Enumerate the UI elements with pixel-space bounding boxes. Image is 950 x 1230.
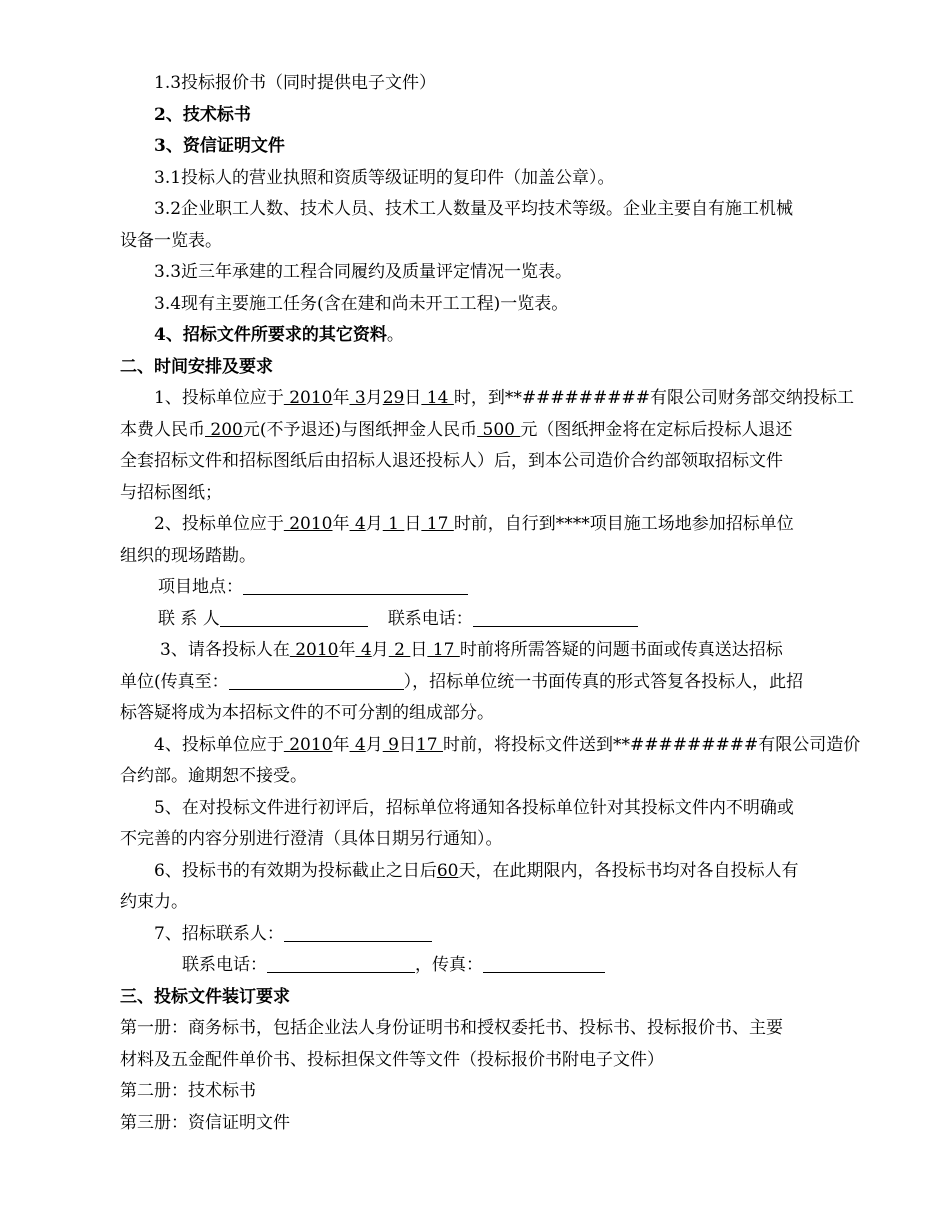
- item-3-4: [120, 289, 860, 321]
- p4-a: 4、投标单位应于: [154, 734, 284, 755]
- item-3-1: [120, 163, 860, 195]
- p1-hour: 14: [421, 388, 454, 408]
- tender-phone-blank: [267, 952, 415, 973]
- phone-blank: [473, 606, 638, 627]
- p2-month: 4: [349, 514, 366, 534]
- volume-3: [120, 1108, 860, 1140]
- section-2-title: [120, 352, 860, 384]
- p5-line1: [120, 793, 860, 825]
- p4-line2: [120, 761, 860, 793]
- p1-day: 29: [382, 388, 405, 408]
- p3-line3-text: 标答疑将成为本招标文件的不可分割的组成部分。: [120, 703, 494, 723]
- p4-year: 2010: [283, 734, 333, 755]
- p2-day: 1: [382, 514, 405, 534]
- p1-a: 1、投标单位应于: [154, 388, 284, 408]
- document-body: [120, 68, 860, 1139]
- section-2-title-text: 二、时间安排及要求: [120, 356, 273, 377]
- project-location-line: [120, 572, 860, 604]
- p4-yue: 月: [365, 734, 383, 755]
- item-1-3-text: 1.3投标报价书（同时提供电子文件）: [154, 73, 437, 93]
- p3-nian: 年: [338, 640, 356, 660]
- p6-a: 6、投标书的有效期为投标截止之日后: [154, 860, 437, 881]
- p4-line2-text: 合约部。逾期恕不接受。: [120, 766, 307, 786]
- p6-days: 60: [436, 860, 459, 881]
- item-3-2-line1: [120, 194, 860, 226]
- volume-1-line2: [120, 1045, 860, 1077]
- volume-2-text: 第二册：技术标书: [120, 1081, 256, 1101]
- item-2-text: 2、技术标书: [154, 104, 251, 125]
- item-3-2-text-1: 3.2企业职工人数、技术人员、技术工人数量及平均技术等级。企业主要自有施工机械: [154, 199, 794, 219]
- p1-deposit: 500: [477, 419, 521, 440]
- p3-line2a: 单位(传真至：: [120, 671, 229, 692]
- p4-hour: 17: [415, 734, 444, 755]
- contact-line: [120, 604, 860, 636]
- p3-ri: 日: [410, 640, 428, 660]
- p2-a: 2、投标单位应于: [154, 514, 284, 534]
- p1-line2a: 本费人民币: [120, 419, 205, 440]
- tender-contact-blank: [284, 921, 432, 942]
- volume-2: [120, 1076, 860, 1108]
- p3-b: 时前将所需答疑的问题书面或传真送达招标: [459, 640, 783, 660]
- p1-line1: [120, 383, 860, 415]
- p6-b: 天，在此期限内，各投标书均对各自投标人有: [458, 860, 799, 881]
- p4-month: 4: [349, 734, 366, 755]
- item-3-3: [120, 257, 860, 289]
- volume-1-text-2: 材料及五金配件单价书、投标担保文件等文件（投标报价书附电子文件）: [120, 1049, 664, 1070]
- p1-fee: 200: [205, 419, 243, 440]
- section-3-title-text: 三、投标文件装订要求: [120, 986, 290, 1007]
- project-location-blank: [243, 574, 468, 595]
- p3-line3: [120, 698, 860, 730]
- p7-phone-label: 联系电话：: [182, 955, 267, 975]
- volume-1-line1: [120, 1013, 860, 1045]
- p5-line2: [120, 824, 860, 856]
- p1-line2b: 元(不予退还)与图纸押金人民币: [242, 419, 478, 440]
- item-4-end: 。: [386, 325, 404, 345]
- item-4-text: 4、招标文件所要求的其它资料: [154, 325, 387, 345]
- item-2-heading: [120, 100, 860, 132]
- p4-day: 9: [382, 734, 399, 755]
- p1-nian: 年: [332, 388, 350, 408]
- p1-line3-text: 全套招标文件和招标图纸后由招标人退还投标人）后，到本公司造价合约部领取招标文件: [120, 451, 783, 471]
- p2-ri: 日: [404, 514, 422, 534]
- item-1-3: [120, 68, 860, 100]
- item-3-3-text: 3.3近三年承建的工程合同履约及质量评定情况一览表。: [154, 262, 573, 282]
- p1-shi: 时，到**#########有限公司财务部交纳投标工: [453, 388, 855, 408]
- p3-hour: 17: [427, 640, 460, 660]
- item-4: [120, 320, 860, 352]
- p2-hour: 17: [421, 514, 454, 534]
- p7-fax-label: ，传真：: [415, 955, 483, 975]
- p1-line4: [120, 478, 860, 510]
- p3-a: 3、请各投标人在: [160, 640, 290, 660]
- phone-label: 联系电话：: [387, 608, 473, 629]
- p6-line2: [120, 887, 860, 919]
- p2-line2-text: 组织的现场踏勘。: [120, 545, 256, 566]
- p2-line2: [120, 541, 860, 573]
- p6-line1: [120, 856, 860, 888]
- fax-blank: [229, 669, 404, 690]
- p1-line3: [120, 446, 860, 478]
- p2-line1: [120, 509, 860, 541]
- item-3-1-text: 3.1投标人的营业执照和资质等级证明的复印件（加盖公章）。: [154, 167, 615, 188]
- p3-yue: 月: [371, 640, 389, 660]
- section-3-title: [120, 982, 860, 1014]
- p7-line1: [120, 919, 860, 951]
- p7-line2: [120, 950, 860, 982]
- item-3-4-text: 3.4现有主要施工任务(含在建和尚未开工工程)一览表。: [154, 293, 569, 314]
- item-3-text: 3、资信证明文件: [154, 136, 285, 156]
- p4-ri: 日: [398, 734, 416, 755]
- volume-1-text-1: 第一册：商务标书，包括企业法人身份证明书和授权委托书、投标书、投标报价书、主要: [120, 1018, 783, 1038]
- item-3-heading: [120, 131, 860, 163]
- project-location-label: 项目地点：: [158, 577, 243, 597]
- p2-year: 2010: [283, 514, 333, 534]
- p5-line1-text: 5、在对投标文件进行初评后，招标单位将通知各投标单位针对其投标文件内不明确或: [154, 797, 794, 818]
- p2-b: 时前，自行到****项目施工场地参加招标单位: [453, 514, 794, 534]
- p4-b: 时前，将投标文件送到**#########有限公司造价: [443, 734, 861, 755]
- p7-label: 7、招标联系人：: [154, 923, 284, 944]
- p1-ri: 日: [404, 388, 422, 408]
- p2-nian: 年: [332, 514, 350, 534]
- p1-line2: [120, 415, 860, 447]
- p3-day: 2: [388, 640, 411, 660]
- p4-nian: 年: [332, 734, 350, 755]
- p1-month: 3: [349, 388, 366, 408]
- p1-yue: 月: [365, 388, 383, 408]
- p3-month: 4: [355, 640, 372, 660]
- p3-line1: [120, 635, 860, 667]
- p3-line2b: ），招标单位统一书面传真的形式答复各投标人，此招: [403, 671, 804, 692]
- item-3-2-text-2: 设备一览表。: [120, 230, 222, 251]
- item-3-2-line2: [120, 226, 860, 258]
- p1-line2c: 元（图纸押金将在定标后投标人退还: [520, 419, 793, 440]
- contact-label: 联 系 人: [158, 608, 220, 629]
- p3-line2: [120, 667, 860, 699]
- p4-line1: [120, 730, 860, 762]
- p6-line2-text: 约束力。: [120, 892, 188, 912]
- p3-year: 2010: [289, 640, 339, 660]
- contact-blank: [220, 606, 368, 627]
- p2-yue: 月: [365, 514, 383, 534]
- volume-3-text: 第三册：资信证明文件: [120, 1112, 290, 1133]
- p5-line2-text: 不完善的内容分别进行澄清（具体日期另行通知）。: [120, 829, 503, 849]
- tender-fax-blank: [483, 952, 605, 973]
- p1-line4-text: 与招标图纸；: [120, 482, 222, 503]
- p1-year: 2010: [283, 388, 333, 408]
